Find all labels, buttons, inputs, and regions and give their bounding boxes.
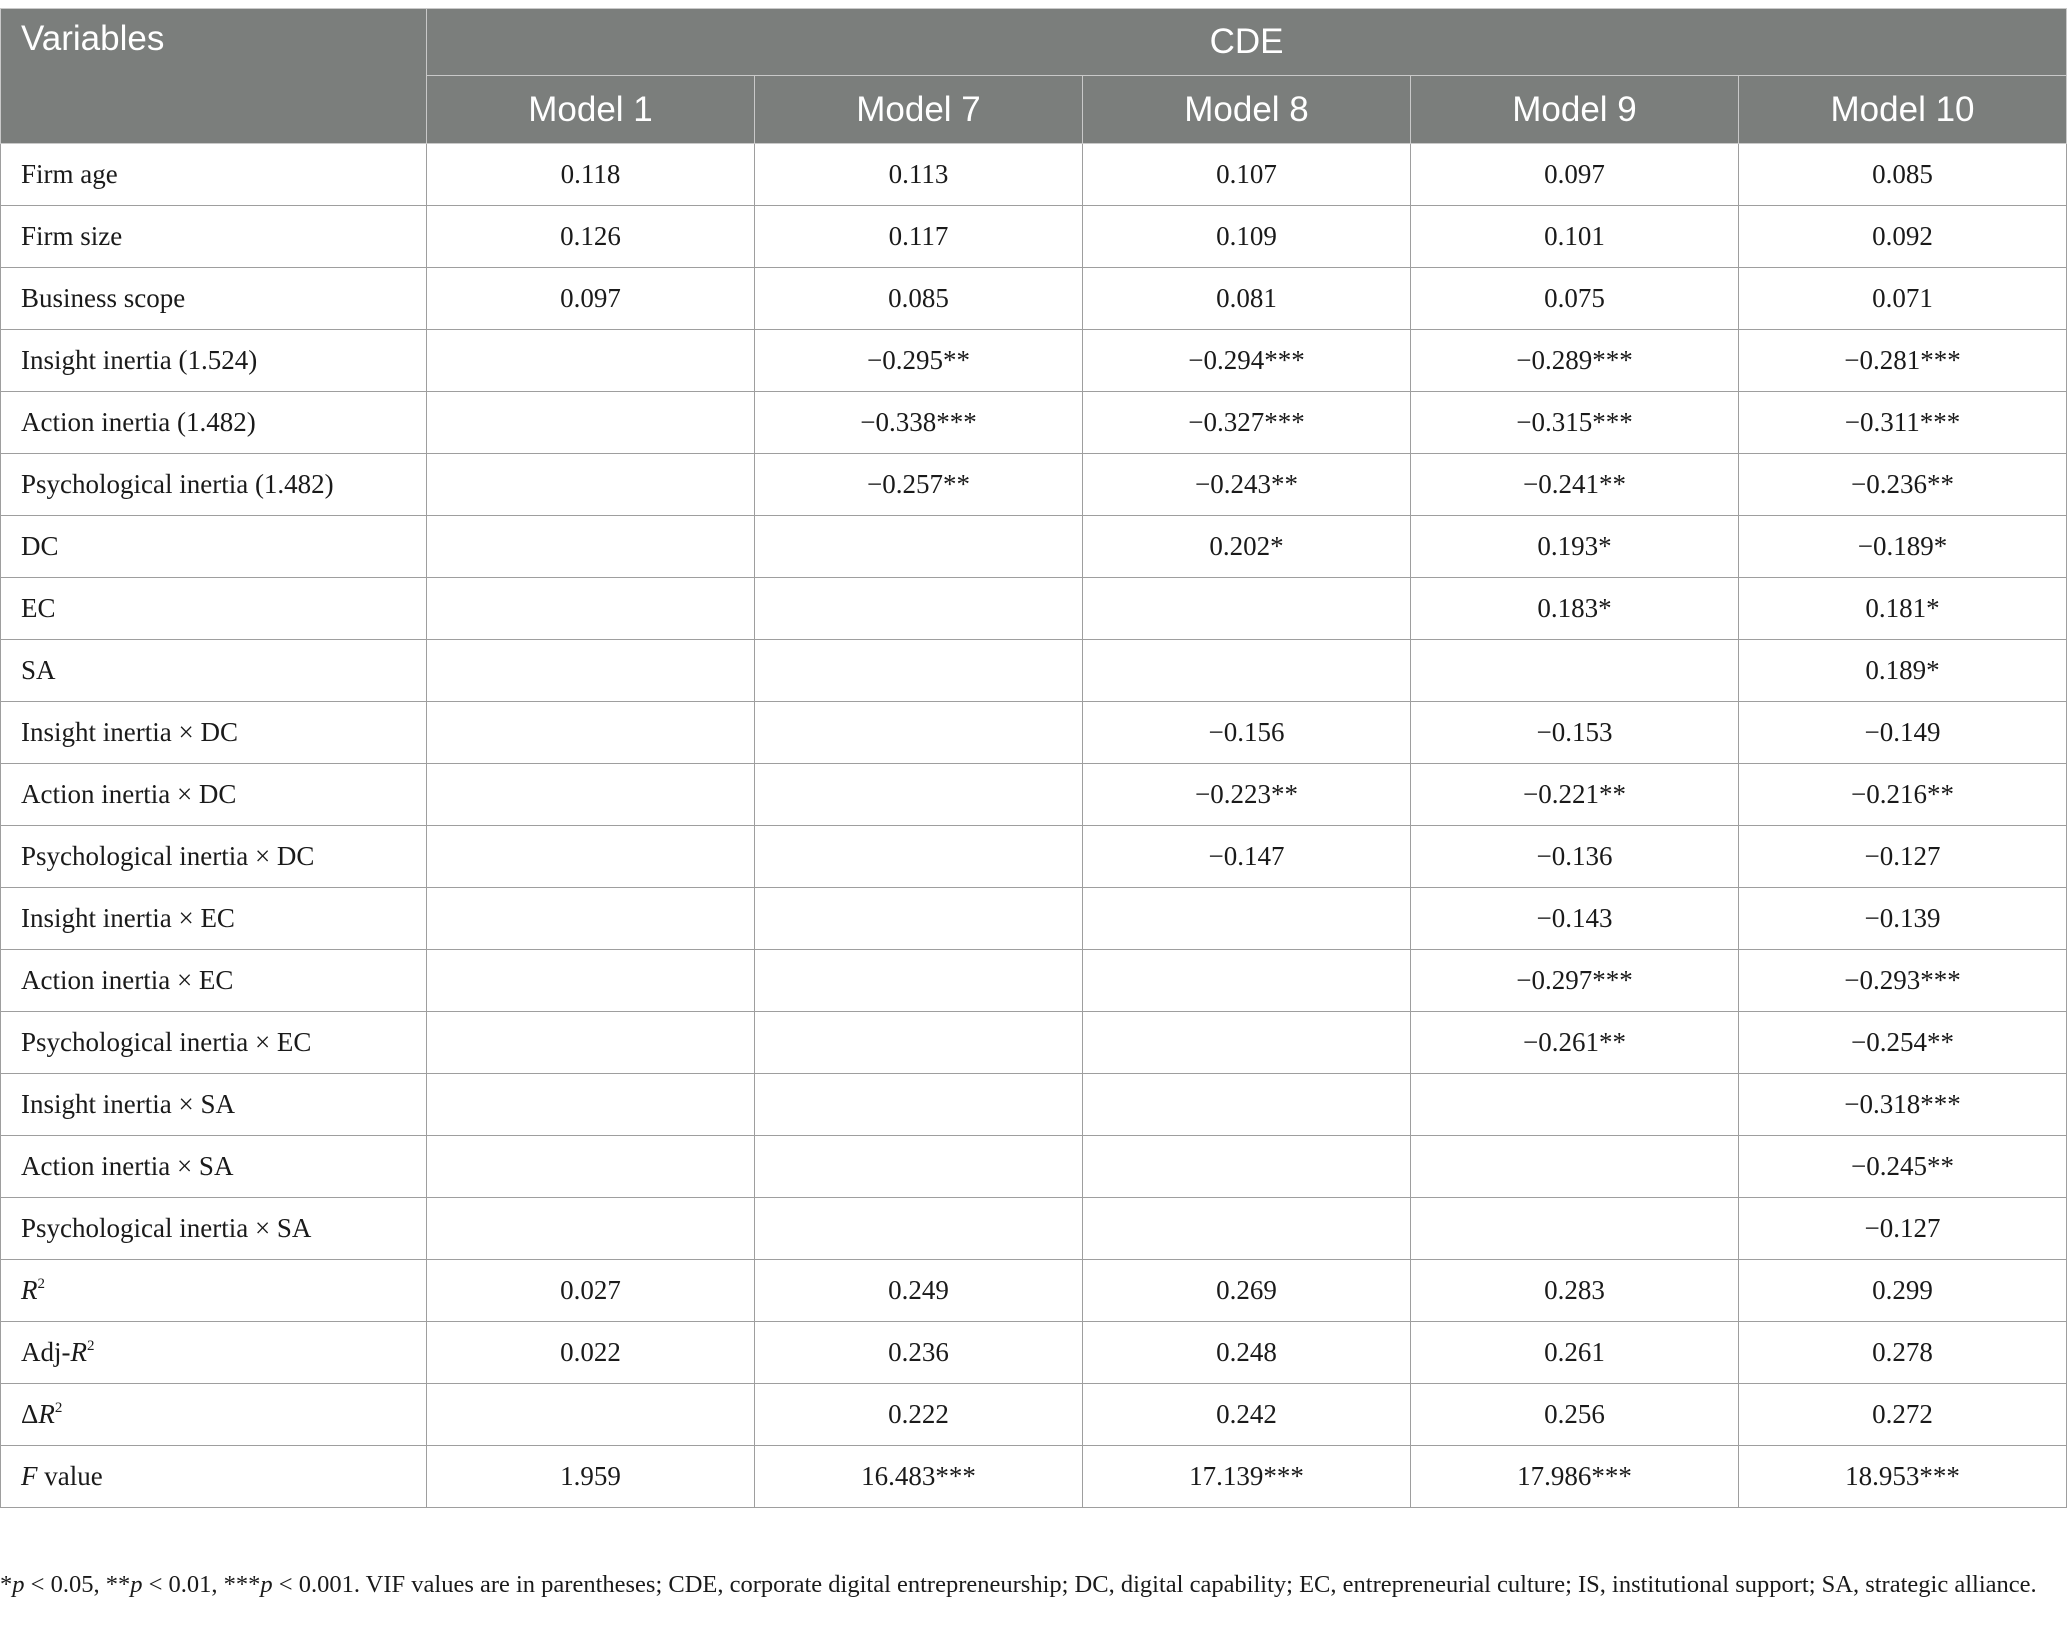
model-header: Model 10 (1739, 76, 2067, 144)
table-row (1, 826, 2067, 888)
table-cell: −0.143 (1411, 888, 1739, 950)
table-cell: 0.085 (1739, 144, 2067, 206)
table-row (1, 888, 2067, 950)
table-cell: −0.315*** (1411, 392, 1739, 454)
table-cell: 0.081 (1083, 268, 1411, 330)
table-cell: 0.272 (1739, 1384, 2067, 1446)
table-cell: −0.327*** (1083, 392, 1411, 454)
table-row (1, 702, 2067, 764)
table-cell (1083, 640, 1411, 702)
table-cell: 0.249 (755, 1260, 1083, 1322)
table-cell: 0.222 (755, 1384, 1083, 1446)
table-cell (427, 392, 755, 454)
row-label: Firm age (1, 144, 427, 206)
table-row (1, 144, 2067, 206)
table-cell: −0.241** (1411, 454, 1739, 516)
table-cell: −0.216** (1739, 764, 2067, 826)
model-header: Model 9 (1411, 76, 1739, 144)
table-cell (427, 1384, 755, 1446)
table-row (1, 330, 2067, 392)
table-cell (1083, 1136, 1411, 1198)
table-cell (1411, 1198, 1739, 1260)
table-cell (427, 764, 755, 826)
regression-table-container (0, 8, 2067, 1508)
row-label: Insight inertia × EC (1, 888, 427, 950)
table-cell (755, 1012, 1083, 1074)
table-cell (755, 764, 1083, 826)
table-cell: −0.127 (1739, 826, 2067, 888)
table-row (1, 1136, 2067, 1198)
table-cell (427, 516, 755, 578)
row-label: Psychological inertia × EC (1, 1012, 427, 1074)
table-cell (427, 330, 755, 392)
table-cell: −0.156 (1083, 702, 1411, 764)
table-row (1, 1198, 2067, 1260)
table-cell (427, 1198, 755, 1260)
table-row-adj-r2 (1, 1322, 2067, 1384)
table-cell: −0.311*** (1739, 392, 2067, 454)
table-cell (755, 640, 1083, 702)
table-cell: −0.147 (1083, 826, 1411, 888)
row-label-adj-r2: Adj-$R^2$ (1, 1322, 427, 1384)
table-body (1, 144, 2067, 1508)
table-cell: −0.127 (1739, 1198, 2067, 1260)
table-cell (427, 1136, 755, 1198)
row-label: Insight inertia × SA (1, 1074, 427, 1136)
table-cell (755, 1074, 1083, 1136)
row-label: Action inertia × SA (1, 1136, 427, 1198)
table-cell (427, 950, 755, 1012)
table-cell: −0.245** (1739, 1136, 2067, 1198)
table-cell: 0.278 (1739, 1322, 2067, 1384)
table-cell (1411, 1074, 1739, 1136)
row-label: Action inertia × DC (1, 764, 427, 826)
table-cell: 0.183* (1411, 578, 1739, 640)
table-cell: 1.959 (427, 1446, 755, 1508)
table-cell (427, 702, 755, 764)
row-label: EC (1, 578, 427, 640)
table-cell (1083, 1198, 1411, 1260)
table-cell: 0.092 (1739, 206, 2067, 268)
table-cell (755, 516, 1083, 578)
model-header: Model 7 (755, 76, 1083, 144)
table-cell: 0.193* (1411, 516, 1739, 578)
row-label-r2: $R^2$ (1, 1260, 427, 1322)
table-cell: 0.189* (1739, 640, 2067, 702)
table-row (1, 268, 2067, 330)
table-row (1, 516, 2067, 578)
table-cell: −0.293*** (1739, 950, 2067, 1012)
table-cell (427, 1012, 755, 1074)
table-cell (1083, 950, 1411, 1012)
table-cell: −0.297*** (1411, 950, 1739, 1012)
table-row-delta-r2 (1, 1384, 2067, 1446)
table-cell (427, 826, 755, 888)
table-cell: −0.153 (1411, 702, 1739, 764)
table-cell (755, 702, 1083, 764)
table-cell: 0.236 (755, 1322, 1083, 1384)
table-row (1, 764, 2067, 826)
table-cell: 18.953*** (1739, 1446, 2067, 1508)
table-footnote: *p < 0.05, **p < 0.01, ***p < 0.001. VIF values are in parentheses; CDE, corporate digital entrepreneurship; DC, digital capability; EC, entrepreneurial culture; IS, institutional support; SA, strategic alliance. (0, 1571, 2037, 1598)
table-row (1, 640, 2067, 702)
table-cell: 17.139*** (1083, 1446, 1411, 1508)
table-cell: 0.101 (1411, 206, 1739, 268)
row-label: Insight inertia (1.524) (1, 330, 427, 392)
variables-header: Variables (1, 9, 427, 144)
cde-group-header: CDE (427, 9, 2067, 76)
table-cell: −0.221** (1411, 764, 1739, 826)
table-cell: 0.181* (1739, 578, 2067, 640)
table-cell: −0.261** (1411, 1012, 1739, 1074)
table-cell: 0.113 (755, 144, 1083, 206)
table-cell (427, 1074, 755, 1136)
table-row (1, 950, 2067, 1012)
table-cell: −0.236** (1739, 454, 2067, 516)
row-label: Action inertia (1.482) (1, 392, 427, 454)
table-cell: 0.085 (755, 268, 1083, 330)
table-cell: 0.075 (1411, 268, 1739, 330)
table-cell: −0.139 (1739, 888, 2067, 950)
table-cell: 0.269 (1083, 1260, 1411, 1322)
row-label: Firm size (1, 206, 427, 268)
table-cell: −0.281*** (1739, 330, 2067, 392)
table-cell (1083, 1012, 1411, 1074)
table-cell: 0.202* (1083, 516, 1411, 578)
row-label: Psychological inertia (1.482) (1, 454, 427, 516)
table-cell: −0.136 (1411, 826, 1739, 888)
table-cell: 0.022 (427, 1322, 755, 1384)
table-row (1, 206, 2067, 268)
table-cell: 0.299 (1739, 1260, 2067, 1322)
table-cell (1411, 1136, 1739, 1198)
table-cell (427, 578, 755, 640)
table-cell: 17.986*** (1411, 1446, 1739, 1508)
table-cell: 0.242 (1083, 1384, 1411, 1446)
table-cell (1083, 888, 1411, 950)
table-cell: −0.257** (755, 454, 1083, 516)
regression-table (0, 8, 2067, 1508)
table-cell (427, 640, 755, 702)
table-cell: 0.117 (755, 206, 1083, 268)
table-cell (1083, 578, 1411, 640)
table-cell: 0.097 (1411, 144, 1739, 206)
table-cell: 0.118 (427, 144, 755, 206)
table-cell (755, 888, 1083, 950)
row-label: Psychological inertia × DC (1, 826, 427, 888)
table-cell: −0.189* (1739, 516, 2067, 578)
table-cell: −0.289*** (1411, 330, 1739, 392)
row-label: Action inertia × EC (1, 950, 427, 1012)
table-row (1, 392, 2067, 454)
table-cell (1411, 640, 1739, 702)
table-cell: −0.295** (755, 330, 1083, 392)
table-cell: 0.256 (1411, 1384, 1739, 1446)
table-cell: 0.071 (1739, 268, 2067, 330)
row-label: DC (1, 516, 427, 578)
row-label-f-value: F value (1, 1446, 427, 1508)
table-cell (755, 578, 1083, 640)
table-cell: 0.109 (1083, 206, 1411, 268)
model-header: Model 1 (427, 76, 755, 144)
table-cell: 0.261 (1411, 1322, 1739, 1384)
table-cell: 0.097 (427, 268, 755, 330)
table-cell: 0.107 (1083, 144, 1411, 206)
table-row (1, 1012, 2067, 1074)
row-label: SA (1, 640, 427, 702)
table-row (1, 1074, 2067, 1136)
table-cell: −0.294*** (1083, 330, 1411, 392)
table-cell (427, 888, 755, 950)
table-cell: 0.248 (1083, 1322, 1411, 1384)
model-header: Model 8 (1083, 76, 1411, 144)
table-cell (755, 950, 1083, 1012)
table-cell: −0.223** (1083, 764, 1411, 826)
table-cell: −0.254** (1739, 1012, 2067, 1074)
table-cell: −0.243** (1083, 454, 1411, 516)
table-row-f-value (1, 1446, 2067, 1508)
table-cell (755, 826, 1083, 888)
table-cell: 0.126 (427, 206, 755, 268)
row-label: Psychological inertia × SA (1, 1198, 427, 1260)
row-label: Business scope (1, 268, 427, 330)
table-cell: −0.338*** (755, 392, 1083, 454)
row-label-delta-r2: $\Delta R^2$ (1, 1384, 427, 1446)
table-cell: −0.149 (1739, 702, 2067, 764)
table-cell: −0.318*** (1739, 1074, 2067, 1136)
table-row-r2 (1, 1260, 2067, 1322)
table-cell (427, 454, 755, 516)
table-row (1, 578, 2067, 640)
row-label: Insight inertia × DC (1, 702, 427, 764)
table-cell: 0.027 (427, 1260, 755, 1322)
table-cell (1083, 1074, 1411, 1136)
table-cell (755, 1136, 1083, 1198)
table-cell: 16.483*** (755, 1446, 1083, 1508)
table-cell (755, 1198, 1083, 1260)
table-row (1, 454, 2067, 516)
table-header (1, 9, 2067, 144)
table-cell: 0.283 (1411, 1260, 1739, 1322)
